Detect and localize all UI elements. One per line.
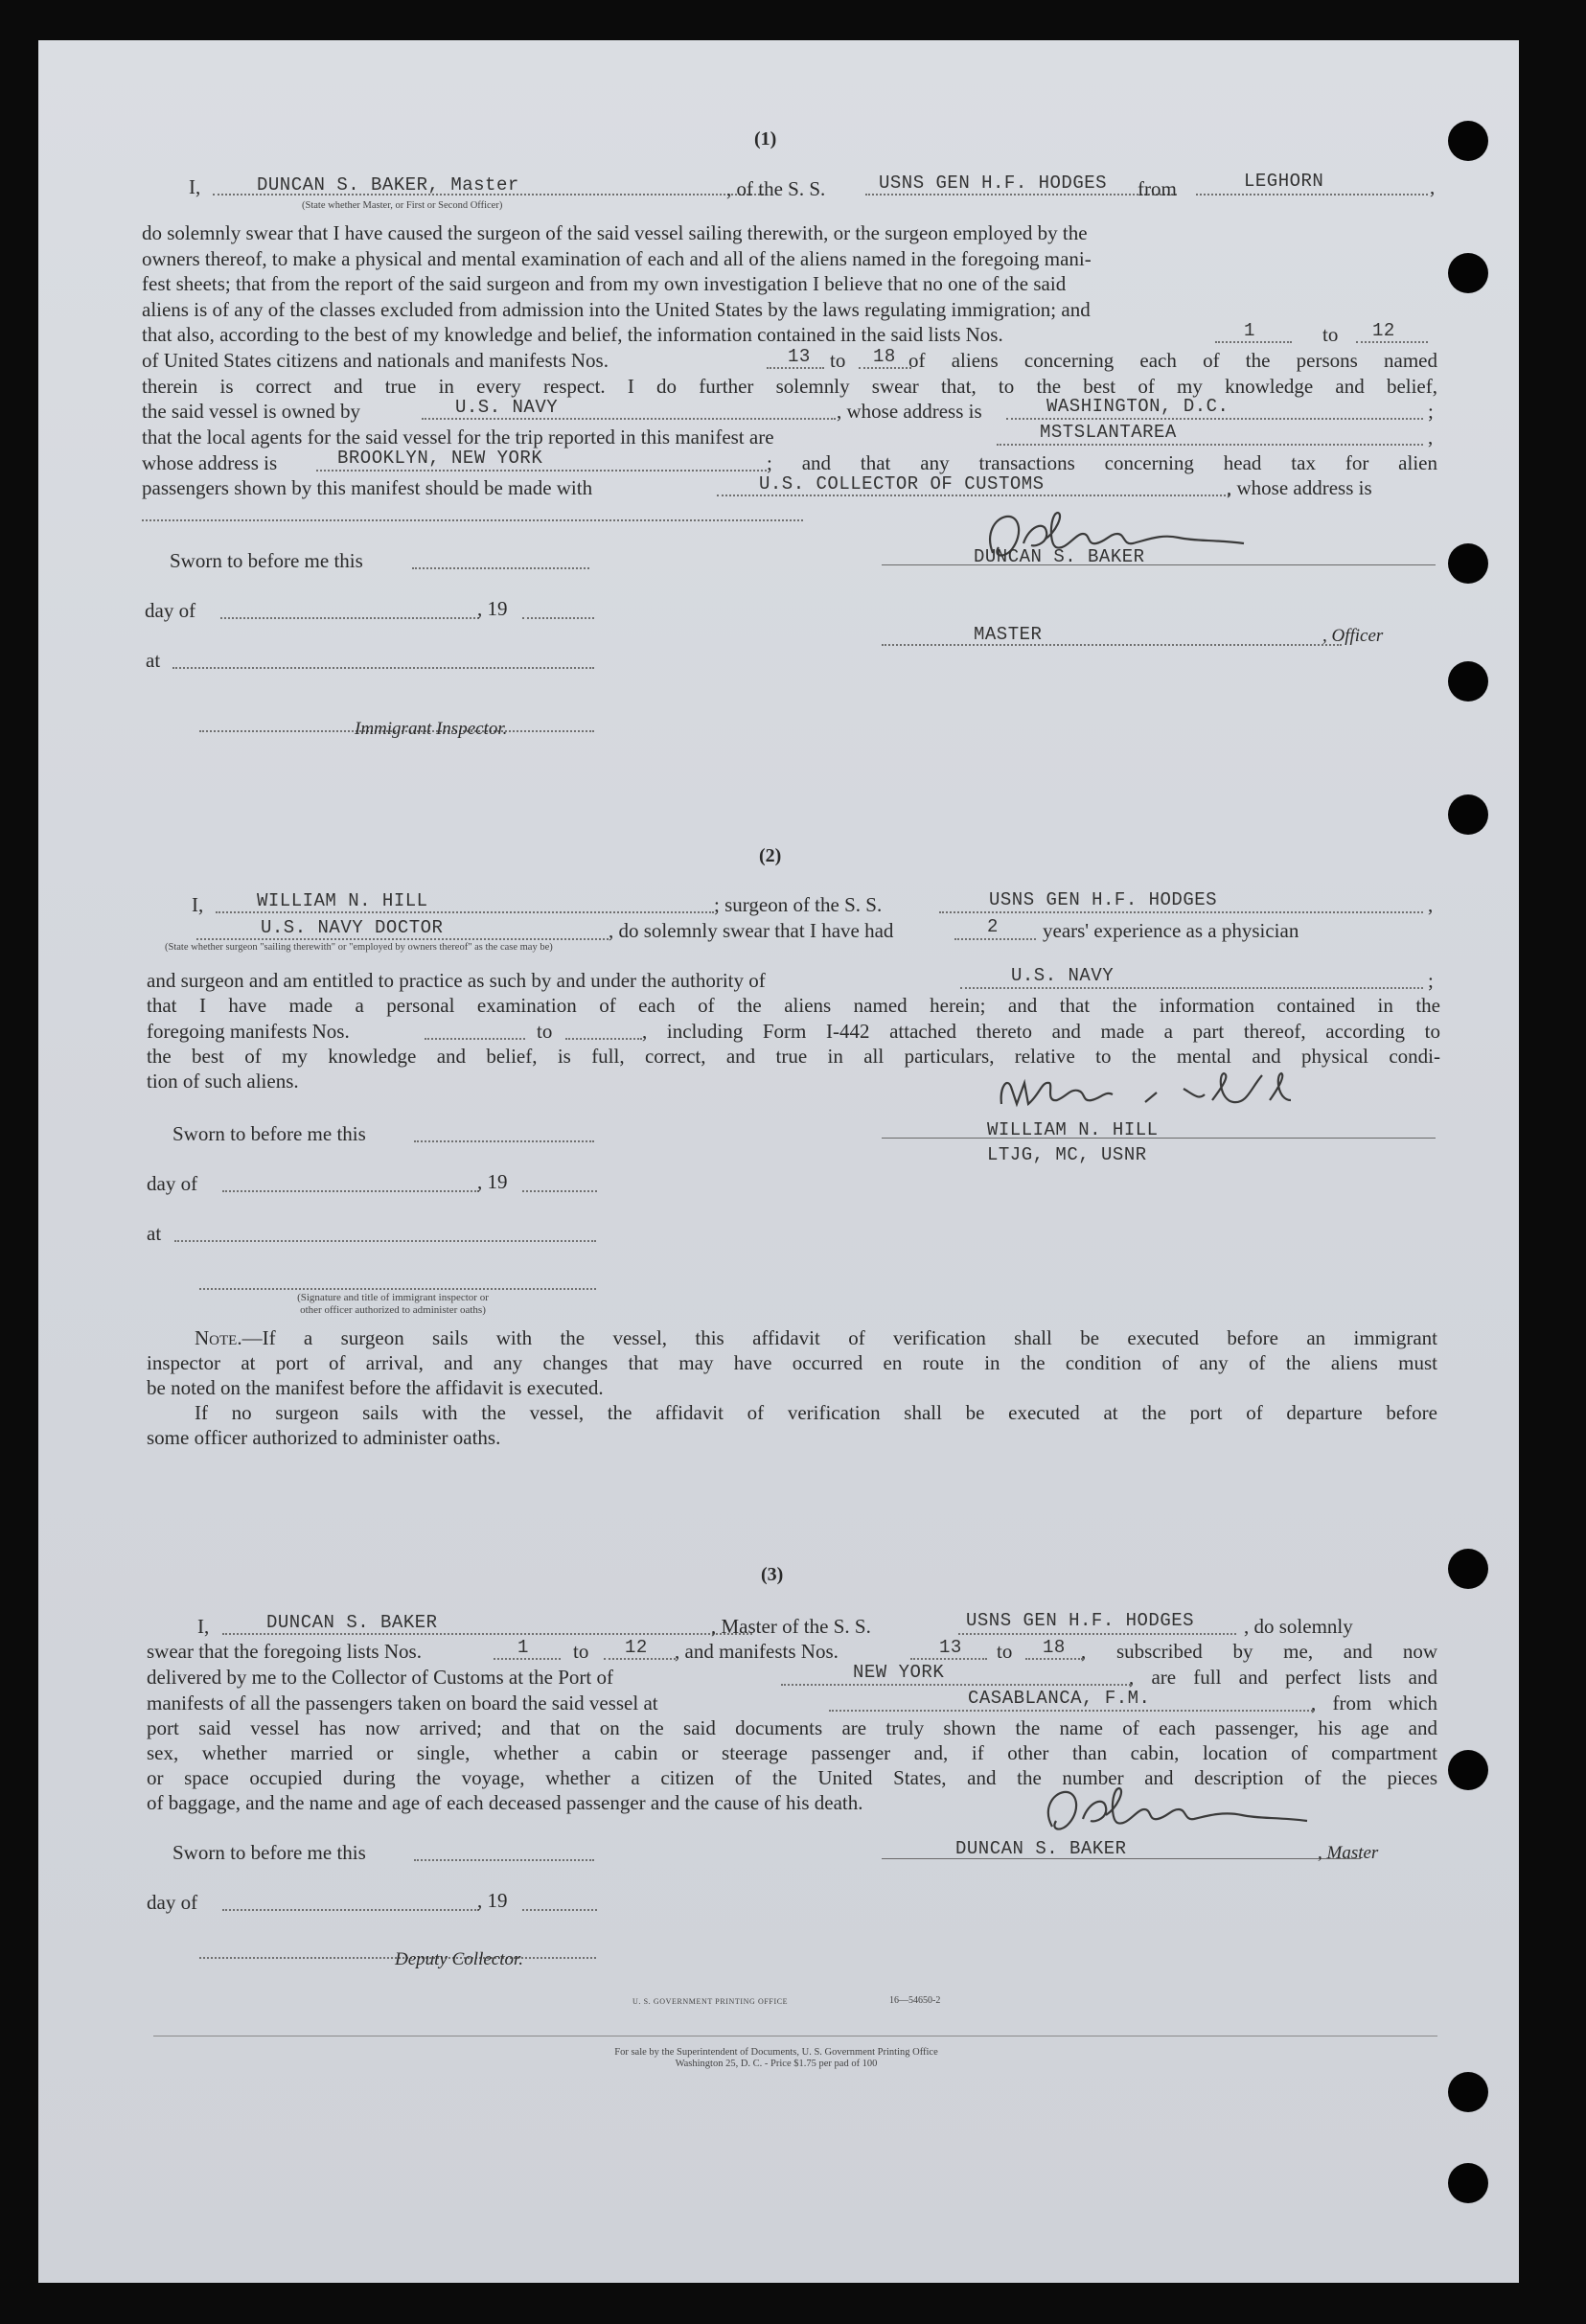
s3-line-7: of baggage, and the name and age of each deceased passenger and the cause of his death. bbox=[147, 1791, 863, 1814]
s3-deputy-label: Deputy Collector. bbox=[395, 1949, 524, 1969]
s1-vessel-line bbox=[865, 194, 1177, 196]
s3-vessel-line bbox=[958, 1633, 1236, 1635]
s1-man-from: 13 bbox=[788, 346, 811, 367]
s1-inspector-label: Immigrant Inspector. bbox=[355, 719, 508, 739]
s3-line-2b: , are full and perfect lists and bbox=[1129, 1666, 1437, 1689]
s3-swear: , do solemnly bbox=[1244, 1615, 1353, 1638]
s1-line-8a: the said vessel is owned by bbox=[142, 400, 361, 423]
s3-line-1e: , subscribed by me, and now bbox=[1081, 1640, 1437, 1663]
s1-line-3: fest sheets; that from the report of the said surgeon and from my own investigation I believe that no one of the said bbox=[142, 272, 1067, 295]
footer-form-no: 16—54650-2 bbox=[889, 1995, 941, 2006]
s1-list-to-line bbox=[1356, 341, 1428, 343]
s1-nineteen: , 19 bbox=[477, 597, 508, 620]
s1-state-note: (State whether Master, or First or Second Officer) bbox=[302, 200, 503, 211]
s2-year-line bbox=[522, 1190, 597, 1192]
s2-i: I, bbox=[192, 893, 204, 916]
footer-sale-2: Washington 25, D. C. - Price $1.75 per pad of 100 bbox=[675, 2059, 878, 2069]
s2-vessel: USNS GEN H.F. HODGES bbox=[989, 889, 1218, 910]
s2-at-line bbox=[174, 1240, 596, 1242]
s2-years-line bbox=[954, 938, 1036, 940]
s2-sig-note-2: other officer authorized to administer oaths) bbox=[300, 1304, 486, 1316]
s1-line-6a: of United States citizens and nationals and manifests Nos. bbox=[142, 349, 609, 372]
binder-hole bbox=[1448, 2072, 1488, 2112]
s1-collector: U.S. COLLECTOR OF CUSTOMS bbox=[759, 473, 1045, 495]
s3-signature bbox=[1014, 1783, 1378, 1840]
s2-official-line bbox=[199, 1288, 596, 1290]
s2-sig-note-1: (Signature and title of immigrant inspector or bbox=[297, 1292, 489, 1303]
s3-sworn-line bbox=[414, 1859, 594, 1861]
s1-address-line bbox=[142, 519, 803, 521]
footer-sale bbox=[441, 2047, 1112, 2070]
s1-day-line bbox=[220, 617, 479, 619]
s1-man-to-line bbox=[859, 367, 911, 369]
s1-line-4: aliens is of any of the classes excluded from admission into the United States by the laws regulating immigration; and bbox=[142, 297, 1091, 321]
document-page bbox=[38, 40, 1519, 2283]
s2-line-1a: and surgeon and am entitled to practice as such by and under the authority of bbox=[147, 969, 766, 992]
s2-man-to-line bbox=[565, 1038, 642, 1040]
s2-years: 2 bbox=[987, 916, 999, 937]
s1-master-name: DUNCAN S. BAKER, Master bbox=[257, 174, 519, 196]
s3-master-label: , Master bbox=[1318, 1843, 1379, 1863]
s1-line-11b: , whose address is bbox=[1227, 476, 1372, 499]
s2-comma: , bbox=[1428, 893, 1434, 916]
s1-line-5a: that also, according to the best of my knowledge and belief, the information contained in the said lists Nos. bbox=[142, 323, 1003, 346]
s2-role: U.S. NAVY DOCTOR bbox=[261, 917, 444, 938]
s1-port-line bbox=[1196, 194, 1428, 196]
s2-to: to bbox=[537, 1020, 553, 1043]
s1-day-of: day of bbox=[145, 599, 196, 622]
s3-line-5: sex, whether married or single, whether a cabin or steerage passenger and, if other than cabin, location of compartment bbox=[147, 1741, 1437, 1764]
s3-port-line bbox=[781, 1684, 1131, 1686]
binder-hole bbox=[1448, 661, 1488, 702]
s1-agents-line bbox=[997, 444, 1423, 446]
s1-officer-label: , Officer bbox=[1322, 626, 1384, 646]
s1-line-2: owners thereof, to make a physical and mental examination of each and all of the aliens named in the foregoing mani- bbox=[142, 246, 1092, 270]
s1-agent-addr-line bbox=[316, 470, 767, 472]
s1-title: MASTER bbox=[974, 624, 1043, 645]
s2-swear: , do solemnly swear that I have had bbox=[609, 919, 894, 942]
s2-note-line-3: be noted on the manifest before the affidavit is executed. bbox=[147, 1376, 604, 1399]
s1-line-6c: of aliens concerning each of the persons named bbox=[908, 349, 1437, 372]
s1-i: I, bbox=[189, 175, 201, 198]
s2-at: at bbox=[147, 1222, 162, 1245]
s1-line-7: therein is correct and true in every respect. I do further solemnly swear that, to the best of my knowledge and belief, bbox=[142, 375, 1437, 398]
s1-line-9a: that the local agents for the said vessel for the trip reported in this manifest are bbox=[142, 426, 774, 449]
s1-port: LEGHORN bbox=[1244, 171, 1324, 192]
binder-hole bbox=[1448, 1549, 1488, 1589]
s2-line-3c: , including Form I-442 attached thereto and made a part thereof, according to bbox=[642, 1020, 1440, 1043]
s2-line-3a: foregoing manifests Nos. bbox=[147, 1020, 350, 1043]
s3-day-of: day of bbox=[147, 1891, 198, 1914]
s1-comma: , bbox=[1430, 175, 1436, 198]
s3-from-port-line bbox=[829, 1710, 1313, 1712]
s2-line-4: the best of my knowledge and belief, is full, correct, and true in all particulars, relative to the mental and physical condi- bbox=[147, 1045, 1440, 1068]
s1-at-line bbox=[172, 667, 594, 669]
s2-role-line bbox=[196, 938, 609, 940]
section-1-number: (1) bbox=[754, 128, 777, 150]
binder-hole bbox=[1448, 794, 1488, 835]
section-3-number: (3) bbox=[761, 1564, 784, 1585]
s3-man-from-line bbox=[910, 1658, 987, 1660]
s2-signature bbox=[982, 1066, 1346, 1123]
s1-line-8b: , whose address is bbox=[837, 400, 982, 423]
s1-list-from: 1 bbox=[1244, 320, 1255, 341]
s3-line-3b: , from which bbox=[1311, 1691, 1437, 1714]
s3-sworn: Sworn to before me this bbox=[172, 1841, 366, 1864]
s1-list-from-line bbox=[1215, 341, 1292, 343]
binder-hole bbox=[1448, 543, 1488, 584]
s3-line-2a: delivered by me to the Collector of Customs at the Port of bbox=[147, 1666, 613, 1689]
s3-line-1c: , and manifests Nos. bbox=[675, 1640, 839, 1663]
s1-collector-line bbox=[717, 495, 1230, 496]
s2-signer: WILLIAM N. HILL bbox=[987, 1119, 1159, 1140]
s2-semicolon: ; bbox=[1428, 969, 1434, 992]
s2-note-1: —If a surgeon sails with the vessel, this affidavit of verification shall be executed before an immigrant bbox=[241, 1326, 1437, 1349]
s3-line-6: or space occupied during the voyage, whether a citizen of the United States, and the number and description of the pieces bbox=[147, 1766, 1437, 1789]
s2-note-line-1 bbox=[195, 1325, 1437, 1350]
s1-line-1: do solemnly swear that I have caused the surgeon of the said vessel sailing therewith, or the surgeon employed by the bbox=[142, 221, 1088, 244]
s3-from-port: CASABLANCA, F.M. bbox=[968, 1688, 1151, 1709]
binder-hole bbox=[1448, 253, 1488, 293]
binder-hole bbox=[1448, 121, 1488, 161]
s1-owner-line bbox=[422, 418, 836, 420]
s3-to-2: to bbox=[997, 1640, 1013, 1663]
s2-nineteen: , 19 bbox=[477, 1170, 508, 1193]
s3-of-ss: , Master of the S. S. bbox=[711, 1615, 871, 1638]
binder-hole bbox=[1448, 1750, 1488, 1790]
s2-state-note: (State whether surgeon "sailing therewith" or "employed by owners thereof" as the case may be) bbox=[165, 942, 553, 953]
s3-i: I, bbox=[197, 1615, 210, 1638]
s2-line-5: tion of such aliens. bbox=[147, 1070, 299, 1093]
s3-signer: DUNCAN S. BAKER bbox=[955, 1838, 1127, 1859]
s3-to-1: to bbox=[573, 1640, 589, 1663]
s1-sworn: Sworn to before me this bbox=[170, 549, 363, 572]
s1-line-11a: passengers shown by this manifest should be made with bbox=[142, 476, 593, 499]
s1-title-line bbox=[882, 644, 1342, 646]
footer-gpo: U. S. GOVERNMENT PRINTING OFFICE bbox=[632, 1997, 789, 2006]
s1-list-to: 12 bbox=[1372, 320, 1395, 341]
s1-man-to: 18 bbox=[873, 346, 896, 367]
s2-day-line bbox=[222, 1190, 479, 1192]
s2-note-label: Note. bbox=[195, 1326, 242, 1349]
s2-man-from-line bbox=[425, 1038, 525, 1040]
s3-list-to: 12 bbox=[625, 1637, 648, 1658]
s1-owner: U.S. NAVY bbox=[455, 397, 559, 418]
s2-note-line-2: inspector at port of arrival, and any changes that may have occurred en route in the condition of any of the aliens must bbox=[147, 1351, 1437, 1374]
s3-master-name: DUNCAN S. BAKER bbox=[266, 1612, 438, 1633]
footer-sale-1: For sale by the Superintendent of Documents, U. S. Government Printing Office bbox=[614, 2047, 938, 2058]
s1-to-2: to bbox=[830, 349, 846, 372]
s1-agents: MSTSLANTAREA bbox=[1040, 422, 1177, 443]
s3-line-3a: manifests of all the passengers taken on board the said vessel at bbox=[147, 1691, 658, 1714]
s2-note-line-4: If no surgeon sails with the vessel, the affidavit of verification shall be executed at the port of departure before bbox=[195, 1401, 1437, 1424]
s1-line-10b: ; and that any transactions concerning head tax for alien bbox=[767, 451, 1437, 474]
s3-list-from-line bbox=[494, 1658, 561, 1660]
s1-year-line bbox=[522, 617, 594, 619]
s2-sworn: Sworn to before me this bbox=[172, 1122, 366, 1145]
binder-hole bbox=[1448, 2163, 1488, 2203]
s3-man-to: 18 bbox=[1043, 1637, 1066, 1658]
s2-vessel-line bbox=[939, 911, 1423, 913]
s3-name-line bbox=[222, 1633, 752, 1635]
s2-sworn-line bbox=[414, 1140, 594, 1142]
s3-man-to-line bbox=[1025, 1658, 1083, 1660]
s2-day-of: day of bbox=[147, 1172, 198, 1195]
section-2-number: (2) bbox=[759, 845, 782, 866]
s1-comma-2: , bbox=[1428, 426, 1434, 449]
s3-man-from: 13 bbox=[939, 1637, 962, 1658]
s1-signer: DUNCAN S. BAKER bbox=[974, 546, 1145, 567]
s1-from: from bbox=[1138, 177, 1177, 200]
s3-port: NEW YORK bbox=[853, 1662, 945, 1683]
s2-signer-line bbox=[882, 1138, 1436, 1139]
s3-nineteen: , 19 bbox=[477, 1889, 508, 1912]
s3-line-4: port said vessel has now arrived; and that on the said documents are truly shown the name of each passenger, his age and bbox=[147, 1716, 1437, 1739]
s2-line-2: that I have made a personal examination of each of the aliens named herein; and that the information contained in the bbox=[147, 994, 1440, 1017]
s2-surgeon-name: WILLIAM N. HILL bbox=[257, 890, 428, 911]
s1-line-10a: whose address is bbox=[142, 451, 278, 474]
s1-owner-addr: WASHINGTON, D.C. bbox=[1046, 396, 1230, 417]
s3-list-from: 1 bbox=[517, 1637, 529, 1658]
s3-line-1a: swear that the foregoing lists Nos. bbox=[147, 1640, 422, 1663]
s2-rank: LTJG, MC, USNR bbox=[987, 1144, 1147, 1165]
s1-at: at bbox=[146, 649, 161, 672]
s1-signer-line bbox=[882, 564, 1436, 565]
s2-authority: U.S. NAVY bbox=[1011, 965, 1115, 986]
s2-authority-line bbox=[960, 987, 1423, 989]
s1-man-from-line bbox=[767, 367, 824, 369]
s1-vessel: USNS GEN H.F. HODGES bbox=[879, 173, 1108, 194]
s2-sig-note bbox=[192, 1292, 594, 1317]
s2-of-ss: ; surgeon of the S. S. bbox=[714, 893, 883, 916]
s2-name-line bbox=[216, 911, 714, 913]
s2-note-line-5: some officer authorized to administer oaths. bbox=[147, 1426, 501, 1449]
s1-sworn-line bbox=[412, 567, 589, 569]
s1-agent-addr: BROOKLYN, NEW YORK bbox=[337, 448, 543, 469]
s2-exp: years' experience as a physician bbox=[1043, 919, 1299, 942]
s3-vessel: USNS GEN H.F. HODGES bbox=[966, 1610, 1195, 1631]
s1-owner-addr-line bbox=[1006, 418, 1423, 420]
s1-semicolon: ; bbox=[1428, 400, 1434, 423]
s1-body bbox=[142, 220, 1437, 322]
s1-of-ss: , of the S. S. bbox=[726, 177, 826, 200]
s1-to: to bbox=[1322, 323, 1339, 346]
s3-day-line bbox=[222, 1909, 479, 1911]
s3-year-line bbox=[522, 1909, 597, 1911]
s3-list-to-line bbox=[604, 1658, 676, 1660]
